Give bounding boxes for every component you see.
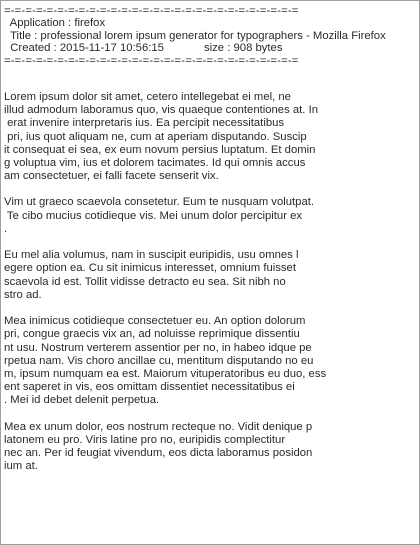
header-separator-bottom: =-=-=-=-=-=-=-=-=-=-=-=-=-=-=-=-=-=-=-=-=-=-=-=-=-=-=-= xyxy=(4,54,299,67)
size-line: size : 908 bytes xyxy=(204,42,283,55)
created-line: Created : 2015-11-17 10:56:15 xyxy=(4,42,164,55)
text-line: stro ad. xyxy=(4,288,42,301)
title-line: Title : professional lorem ipsum generator for typographers - Mozilla Firefox xyxy=(4,29,386,42)
text-line: latonem eu pro. Viris latine pro no, euripidis complectitur xyxy=(4,433,286,446)
paragraph xyxy=(4,315,414,407)
body-paragraphs xyxy=(4,91,414,473)
text-line: pri, ius quot aliquam ne, cum at aperiam disputando. Suscip xyxy=(4,130,307,143)
text-line: scaevola id est. Tollit vidisse detracto eu sea. Sit nibh no xyxy=(4,275,286,288)
blank-line xyxy=(4,79,414,91)
text-line: nec an. Per id feugiat vivendum, eos dicta laboramus posidon xyxy=(4,447,313,460)
text-line: am consectetuer, ei falli facete senserit vix. xyxy=(4,170,219,183)
text-line: Te cibo mucius cotidieque vis. Mei unum dolor percipitur ex xyxy=(4,209,303,222)
application-line: Application : firefox xyxy=(4,17,106,30)
text-line: Vim ut graeco scaevola consetetur. Eum te nusquam volutpat. xyxy=(4,196,315,209)
text-line: Mea inimicus cotidieque consectetuer eu. An option dolorum xyxy=(4,315,306,328)
blank-line xyxy=(4,67,414,79)
text-line: erat invenire interpretaris ius. Ea percipit necessitatibus xyxy=(4,117,285,130)
text-line: . xyxy=(4,222,8,235)
paragraph xyxy=(4,196,414,236)
text-line: Mea ex unum dolor, eos nostrum recteque no. Vidit denique p xyxy=(4,420,313,433)
paragraph xyxy=(4,249,414,302)
text-line: g voluptua vim, ius et dolorem tacimates. Id qui omnis accus xyxy=(4,156,306,169)
text-line: m, ipsum numquam ea est. Maiorum vituperatoribus eu duo, ess xyxy=(4,367,327,380)
text-line: illud admodum laboramus quo, vis quaeque contentiones at. In xyxy=(4,104,319,117)
text-line: ent saperet in vis, eos omittam dissentiet necessitatibus ei xyxy=(4,381,295,394)
text-line: Eu mel alia volumus, nam in suscipit euripidis, usu omnes l xyxy=(4,249,299,262)
text-line: rpetua nam. Vis choro ancillae cu, mentitum disputando no eu xyxy=(4,354,314,367)
text-line: pri, congue graecis vix an, ad noluisse reprimique dissentiu xyxy=(4,328,300,341)
text-line: it consequat ei sea, ex eum novum persius luptatum. Et domin xyxy=(4,143,316,156)
text-line: . Mei id debet delenit perpetua. xyxy=(4,394,160,407)
text-line: egere option ea. Cu sit inimicus interesset, omnium fuisset xyxy=(4,262,296,275)
paragraph xyxy=(4,91,414,183)
text-line: Lorem ipsum dolor sit amet, cetero intellegebat ei mel, ne xyxy=(4,90,291,103)
text-line: nt usu. Nostrum verterem assentior per no, in habeo idque pe xyxy=(4,341,312,354)
created-size-row xyxy=(4,42,414,54)
paragraph xyxy=(4,421,414,474)
text-line: ium at. xyxy=(4,460,38,473)
header-separator-top: =-=-=-=-=-=-=-=-=-=-=-=-=-=-=-=-=-=-=-=-=-=-=-=-=-=-=-= xyxy=(4,5,299,17)
text-content xyxy=(4,5,414,487)
